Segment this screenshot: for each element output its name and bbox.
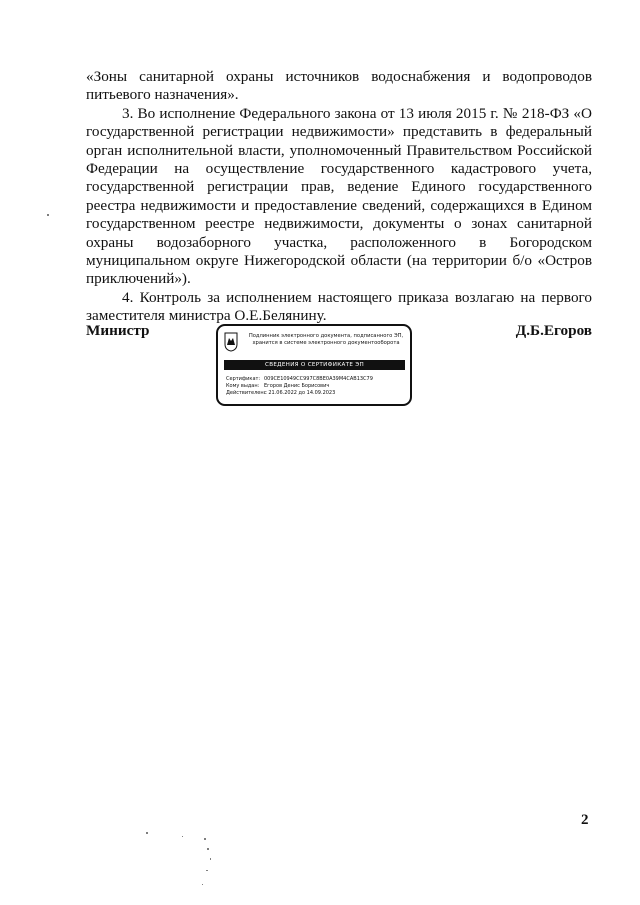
signature-block	[86, 320, 592, 410]
stamp-certificate-title: СВЕДЕНИЯ О СЕРТИФИКАТЕ ЭП	[224, 360, 405, 370]
scan-speck	[182, 836, 183, 837]
stamp-certificate-details	[226, 376, 406, 397]
coat-of-arms-icon	[224, 332, 238, 352]
stamp-header	[246, 333, 406, 346]
scan-speck	[202, 884, 203, 885]
signer-name: Д.Б.Егоров	[515, 322, 592, 339]
item-3-paragraph: 3. Во исполнение Федерального закона от 13 июля 2015 г. № 218-ФЗ «О государственной регистрации недвижимости» представить в федеральный орган исполнительной власти, уполномоченный Правительством Российской Федерации на осуществление государственного кадастрового учета, государственной регистрации прав, ведение Единого государственного реестра недвижимости и предоставление сведений, содержащихся в Едином государственном реестре недвижимости, документы о зонах санитарной охраны водозаборного участка, расположенного в Богородском муниципальном округе Нижегородской области (на территории б/о «Остров приключений»).	[86, 104, 592, 288]
certificate-row	[226, 376, 406, 383]
order-body-text	[86, 68, 592, 326]
stamp-header-line-1: Подлинник электронного документа, подписанного ЭП,	[248, 333, 404, 339]
validity-value: с 21.06.2022 до 14.09.2023	[264, 390, 336, 396]
issued-to-value: Егоров Денис Борисович	[264, 383, 330, 389]
scan-speck	[47, 214, 49, 216]
scan-speck	[204, 838, 206, 840]
electronic-signature-stamp	[216, 324, 412, 406]
scan-speck	[207, 848, 209, 850]
item-4-paragraph: 4. Контроль за исполнением настоящего приказа возлагаю на первого заместителя министра О.Е.Белянину.	[86, 288, 592, 325]
certificate-value: 009CE10949CC997C8BE0A39M4CAB13C79	[264, 376, 373, 382]
scan-speck	[146, 832, 148, 834]
intro-paragraph-tail: «Зоны санитарной охраны источников водоснабжения и водопроводов питьевого назначения».	[86, 68, 592, 104]
issued-to-row	[226, 383, 406, 390]
validity-row	[226, 390, 406, 397]
stamp-header-line-2: хранится в системе электронного документооборота	[252, 339, 400, 346]
scan-speck	[206, 870, 208, 871]
issued-to-label: Кому выдан:	[226, 383, 260, 389]
signer-position: Министр	[86, 322, 150, 339]
validity-label: Действителен:	[226, 390, 266, 396]
page-number: 2	[581, 812, 589, 828]
scan-speck	[210, 858, 211, 860]
certificate-label: Сертификат:	[226, 376, 261, 382]
